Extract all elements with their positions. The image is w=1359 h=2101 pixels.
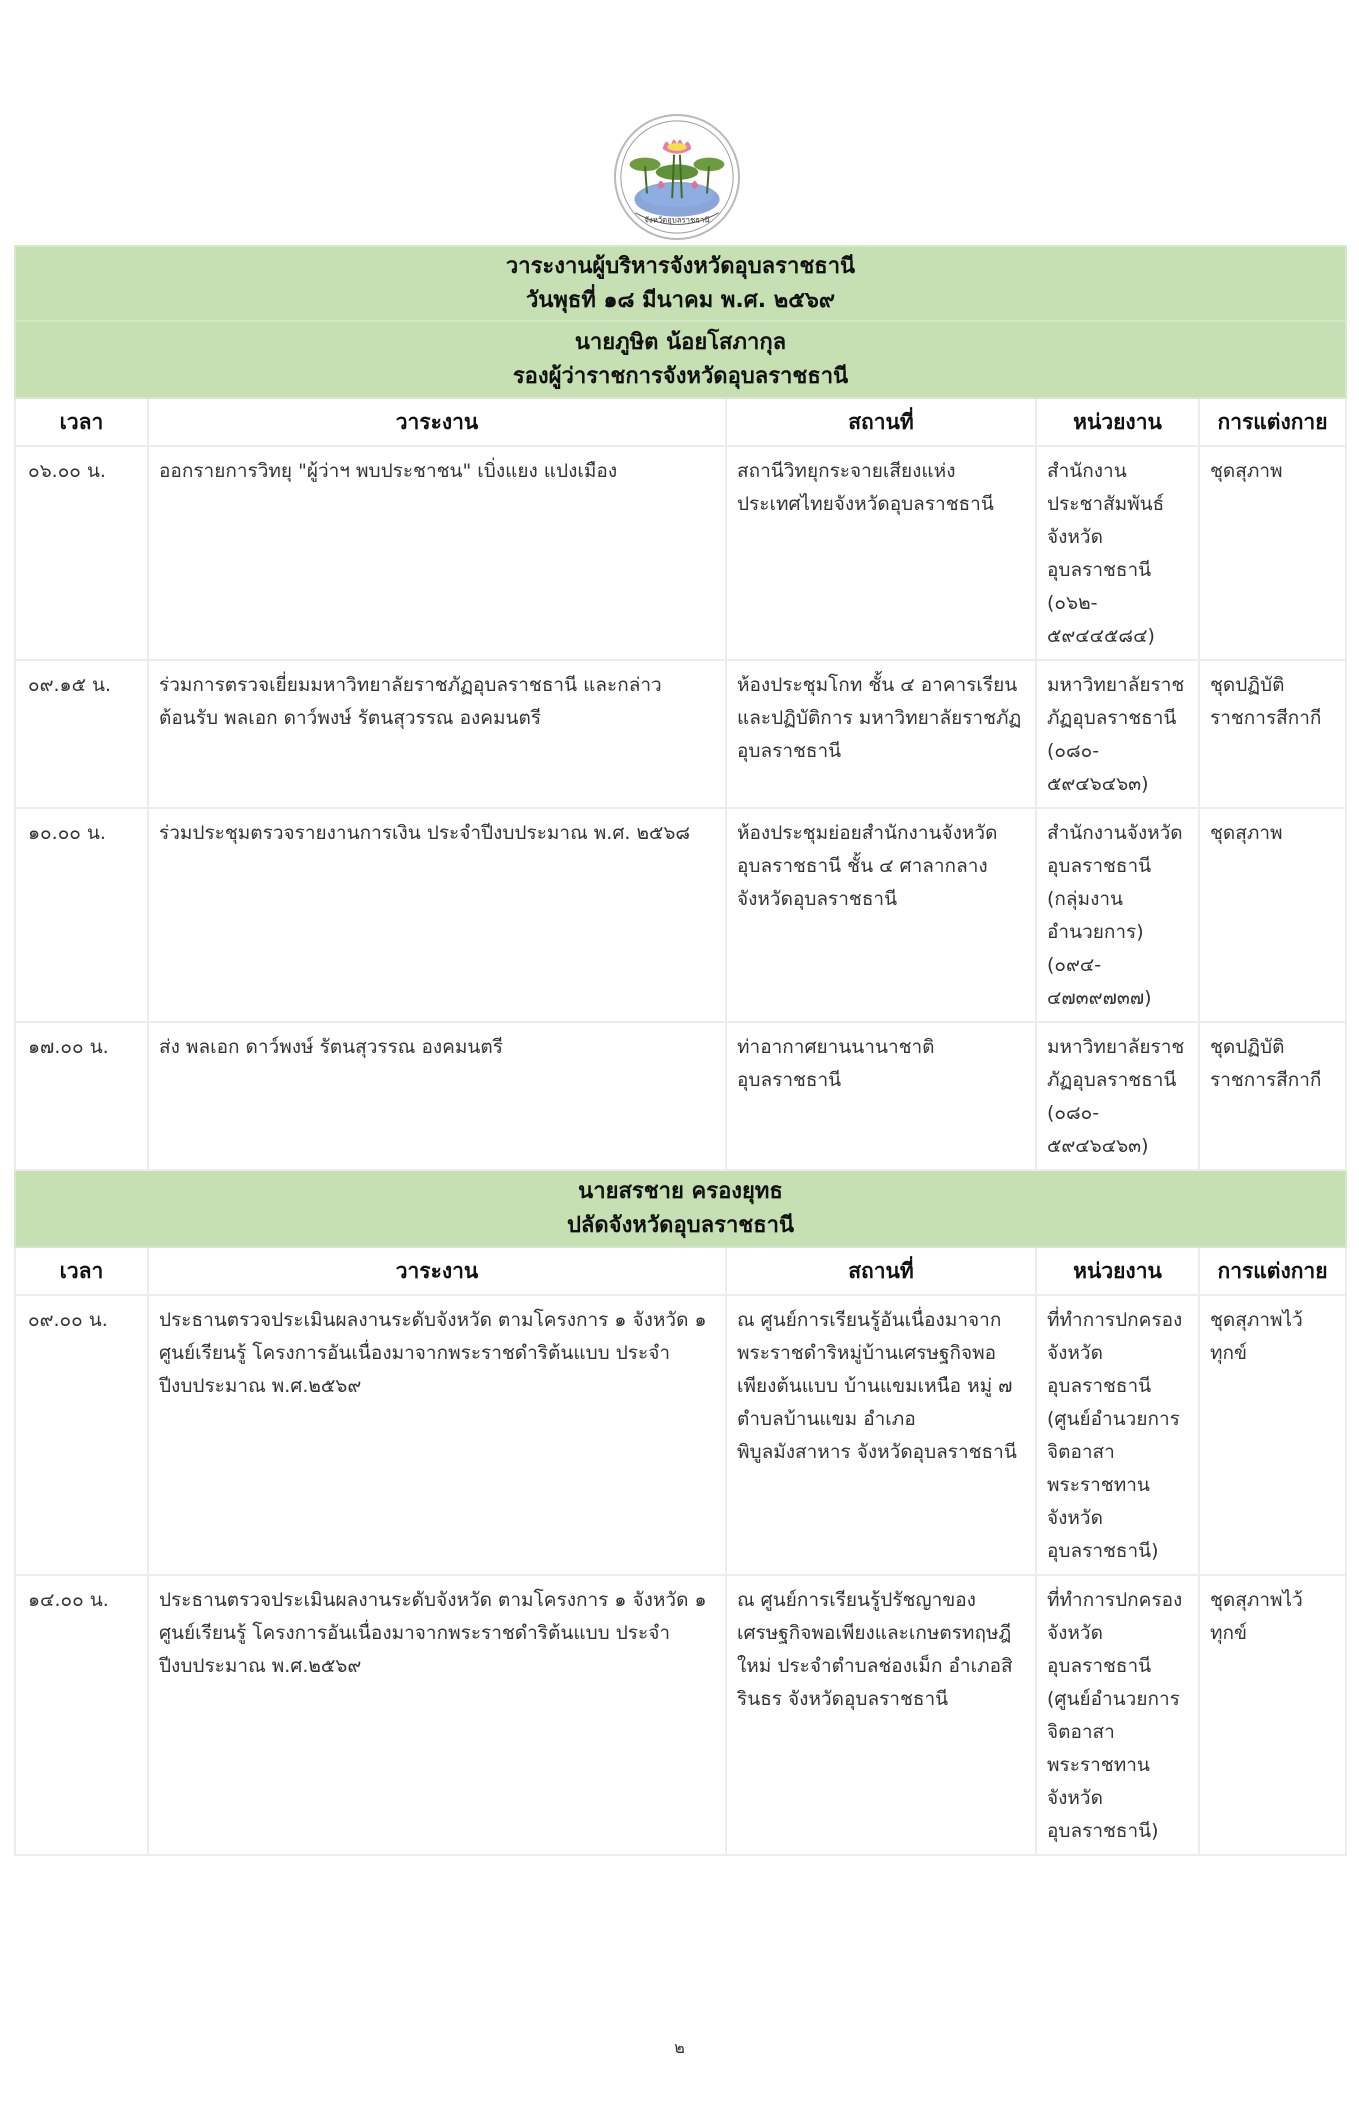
agency-line: พระราชทาน (1047, 1754, 1150, 1776)
cell-agency (1036, 808, 1199, 1022)
table-row (15, 1295, 1346, 1575)
agency-line: ๔๗๓๙๗๓๗) (1047, 987, 1152, 1009)
column-header-location: สถานที่ (726, 398, 1036, 446)
agency-line: ๕๙๔๔๕๘๔) (1047, 625, 1155, 647)
agency-line: อุบลราชธานี) (1047, 1540, 1159, 1562)
cell-time: ๑๗.๐๐ น. (15, 1022, 148, 1170)
schedule-table (14, 245, 1347, 1856)
cell-time: ๐๙.๐๐ น. (15, 1295, 148, 1575)
agency-line: (ศูนย์อำนวยการ (1047, 1688, 1180, 1710)
agency-line: จังหวัด (1047, 526, 1103, 548)
column-header-agency: หน่วยงาน (1036, 1247, 1199, 1295)
agency-line: สำนักงาน (1047, 460, 1127, 482)
cell-location: ณ ศูนย์การเรียนรู้ปรัชญาของเศรษฐกิจพอเพียงและเกษตรทฤษฎีใหม่ ประจำตำบลช่องเม็ก อำเภอสิรินธร จังหวัดอุบลราชธานี (726, 1575, 1036, 1855)
agency-line: อุบลราชธานี) (1047, 1820, 1159, 1842)
agency-line: มหาวิทยาลัยราช (1047, 1036, 1185, 1058)
agency-line: อุบลราชธานี (1047, 1655, 1152, 1677)
agency-line: ภัฏอุบลราชธานี (1047, 1069, 1177, 1091)
agency-line: อุบลราชธานี (1047, 1375, 1152, 1397)
cell-location: สถานีวิทยุกระจายเสียงแห่งประเทศไทยจังหวัดอุบลราชธานี (726, 446, 1036, 660)
cell-agenda: ออกรายการวิทยุ "ผู้ว่าฯ พบประชาชน" เบิ่งแยง แปงเมือง (148, 446, 726, 660)
cell-time: ๑๔.๐๐ น. (15, 1575, 148, 1855)
cell-agency (1036, 1575, 1199, 1855)
agency-line: สำนักงานจังหวัด (1047, 822, 1183, 844)
agency-line: (๐๖๒- (1047, 592, 1098, 614)
cell-dress: ชุดสุภาพไว้ทุกข์ (1199, 1575, 1346, 1855)
column-header-row (15, 1247, 1346, 1295)
cell-location: ห้องประชุมโกท ชั้น ๔ อาคารเรียนและปฏิบัติการ มหาวิทยาลัยราชภัฏอุบลราชธานี (726, 660, 1036, 808)
cell-dress: ชุดสุภาพไว้ทุกข์ (1199, 1295, 1346, 1575)
agency-line: จังหวัด (1047, 1342, 1103, 1364)
agency-line: (ศูนย์อำนวยการ (1047, 1408, 1180, 1430)
agency-line: อุบลราชธานี (1047, 855, 1152, 877)
province-seal-logo (614, 114, 740, 240)
cell-agency (1036, 1295, 1199, 1575)
cell-time: ๐๖.๐๐ น. (15, 446, 148, 660)
table-row (15, 1022, 1346, 1170)
agency-line: พระราชทาน (1047, 1474, 1150, 1496)
agency-line: มหาวิทยาลัยราช (1047, 674, 1185, 696)
agency-line: ๕๙๔๖๔๖๓) (1047, 1135, 1149, 1157)
agency-line: (กลุ่มงาน (1047, 888, 1124, 910)
official-name: นายสรชาย ครองยุทธ (578, 1179, 783, 1204)
agency-line: ที่ทำการปกครอง (1047, 1589, 1183, 1611)
cell-location: ห้องประชุมย่อยสำนักงานจังหวัดอุบลราชธานี ชั้น ๔ ศาลากลางจังหวัดอุบลราชธานี (726, 808, 1036, 1022)
page-number: ๒ (674, 2038, 685, 2057)
agency-line: จิตอาสา (1047, 1721, 1115, 1743)
table-row (15, 446, 1346, 660)
column-header-location: สถานที่ (726, 1247, 1036, 1295)
agency-line: (๐๘๐- (1047, 1102, 1100, 1124)
official-band (15, 321, 1346, 398)
agency-line: ๕๙๔๖๔๖๓) (1047, 773, 1149, 795)
agency-line: จิตอาสา (1047, 1441, 1115, 1463)
document-title: วาระงานผู้บริหารจังหวัดอุบลราชธานี (505, 254, 856, 279)
document-date: วันพุธที่ ๑๘ มีนาคม พ.ศ. ๒๕๖๙ (526, 288, 835, 313)
cell-time: ๑๐.๐๐ น. (15, 808, 148, 1022)
column-header-dress: การแต่งกาย (1199, 398, 1346, 446)
agency-line: ภัฏอุบลราชธานี (1047, 707, 1177, 729)
cell-location: ณ ศูนย์การเรียนรู้อันเนื่องมาจากพระราชดำริหมู่บ้านเศรษฐกิจพอเพียงต้นแบบ บ้านแขมเหนือ หมู่ ๗ ตำบลบ้านแขม อำเภอพิบูลมังสาหาร จังหวัดอุบลราชธานี (726, 1295, 1036, 1575)
document-title-band (15, 246, 1346, 321)
agency-line: จังหวัด (1047, 1507, 1103, 1529)
column-header-agenda: วาระงาน (148, 398, 726, 446)
column-header-agency: หน่วยงาน (1036, 398, 1199, 446)
official-position: ปลัดจังหวัดอุบลราชธานี (566, 1213, 795, 1238)
table-row (15, 660, 1346, 808)
column-header-dress: การแต่งกาย (1199, 1247, 1346, 1295)
table-row (15, 1575, 1346, 1855)
cell-dress: ชุดปฏิบัติราชการสีกากี (1199, 1022, 1346, 1170)
cell-agenda: ประธานตรวจประเมินผลงานระดับจังหวัด ตามโครงการ ๑ จังหวัด ๑ ศูนย์เรียนรู้ โครงการอันเนื่องมาจากพระราชดำริต้นแบบ ประจำปีงบประมาณ พ.ศ.๒๕๖๙ (148, 1295, 726, 1575)
column-header-row (15, 398, 1346, 446)
column-header-time: เวลา (15, 1247, 148, 1295)
logo-caption: จังหวัดอุบลราชธานี (644, 215, 710, 225)
cell-dress: ชุดปฏิบัติราชการสีกากี (1199, 660, 1346, 808)
column-header-agenda: วาระงาน (148, 1247, 726, 1295)
agency-line: จังหวัด (1047, 1622, 1103, 1644)
agency-line: (๐๘๐- (1047, 740, 1100, 762)
agency-line: ประชาสัมพันธ์ (1047, 493, 1165, 515)
official-name: นายภูษิต น้อยโสภากุล (574, 330, 787, 355)
official-position: รองผู้ว่าราชการจังหวัดอุบลราชธานี (512, 364, 849, 389)
lotus-seal-icon (616, 116, 738, 238)
table-row (15, 808, 1346, 1022)
cell-agenda: ร่วมประชุมตรวจรายงานการเงิน ประจำปีงบประมาณ พ.ศ. ๒๕๖๘ (148, 808, 726, 1022)
cell-dress: ชุดสุภาพ (1199, 808, 1346, 1022)
agency-line: อุบลราชธานี (1047, 559, 1152, 581)
official-band (15, 1170, 1346, 1247)
column-header-time: เวลา (15, 398, 148, 446)
cell-dress: ชุดสุภาพ (1199, 446, 1346, 660)
agency-line: ที่ทำการปกครอง (1047, 1309, 1183, 1331)
cell-agency (1036, 446, 1199, 660)
agency-line: จังหวัด (1047, 1787, 1103, 1809)
cell-agency (1036, 660, 1199, 808)
agency-line: อำนวยการ) (1047, 921, 1144, 943)
cell-time: ๐๙.๑๕ น. (15, 660, 148, 808)
cell-agenda: ประธานตรวจประเมินผลงานระดับจังหวัด ตามโครงการ ๑ จังหวัด ๑ ศูนย์เรียนรู้ โครงการอันเนื่องมาจากพระราชดำริต้นแบบ ประจำปีงบประมาณ พ.ศ.๒๕๖๙ (148, 1575, 726, 1855)
agency-line: (๐๙๔- (1047, 954, 1102, 976)
cell-location: ท่าอากาศยานนานาชาติอุบลราชธานี (726, 1022, 1036, 1170)
cell-agenda: ส่ง พลเอก ดาว์พงษ์ รัตนสุวรรณ องคมนตรี (148, 1022, 726, 1170)
cell-agency (1036, 1022, 1199, 1170)
cell-agenda: ร่วมการตรวจเยี่ยมมหาวิทยาลัยราชภัฏอุบลราชธานี และกล่าวต้อนรับ พลเอก ดาว์พงษ์ รัตนสุวรรณ องคมนตรี (148, 660, 726, 808)
